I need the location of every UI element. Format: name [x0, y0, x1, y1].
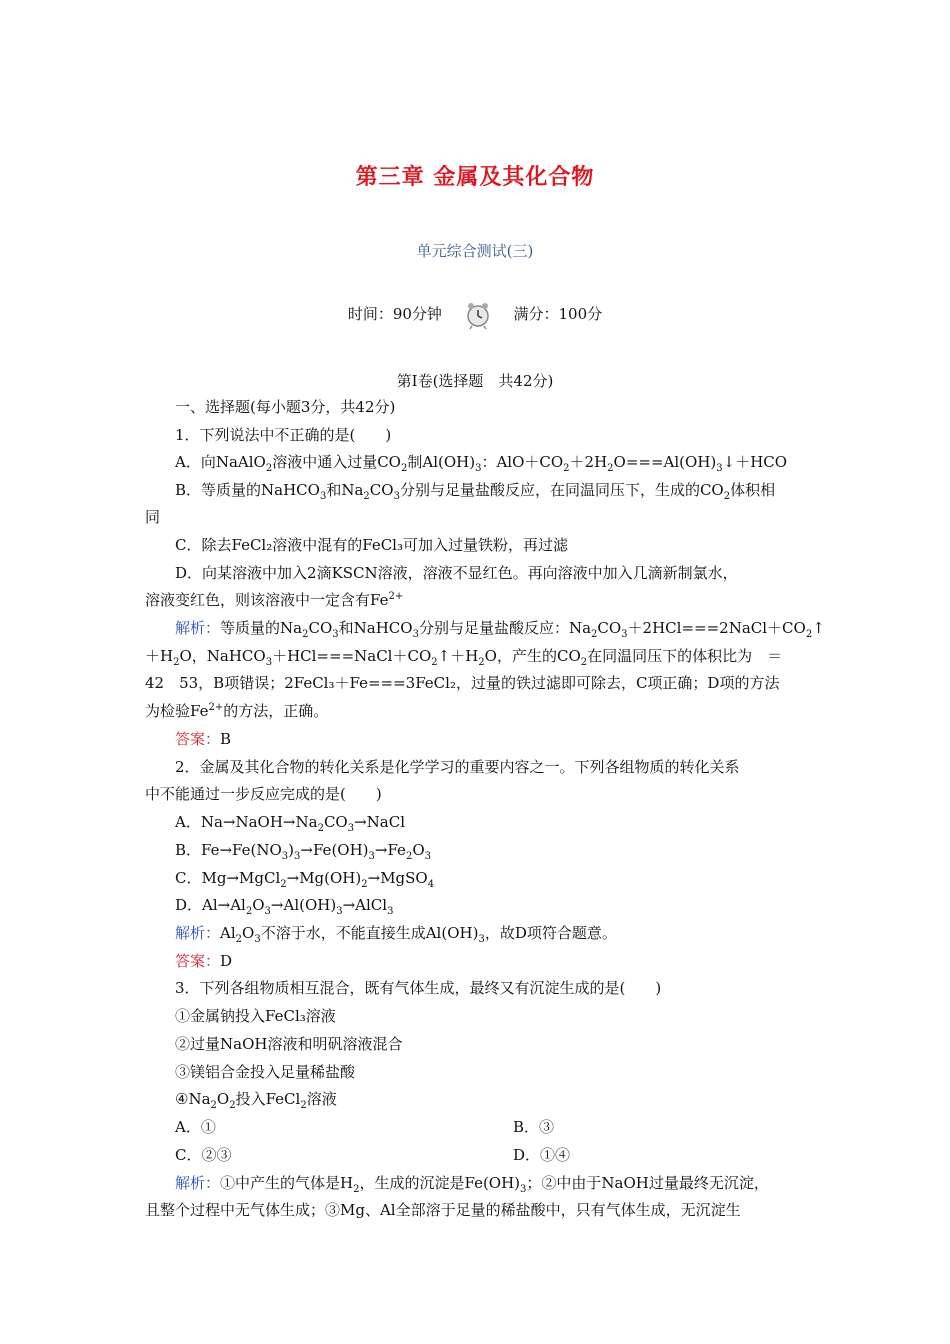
q3-option-a: A．① — [175, 1118, 216, 1136]
q3-option-d: D．①④ — [513, 1146, 571, 1164]
q2-answer — [175, 950, 232, 971]
answer-label: 答案： — [175, 952, 221, 970]
analysis-label: 解析： — [175, 1174, 221, 1192]
answer-label: 答案： — [175, 730, 221, 748]
q1-option-c: C．除去FeCl₂溶液中混有的FeCl₃可加入过量铁粉，再过滤 — [175, 536, 568, 554]
q2-stem: 2．金属及其化合物的转化关系是化学学习的重要内容之一。下列各组物质的转化关系 — [175, 758, 740, 776]
time-limit: 时间：90分钟 — [347, 305, 442, 323]
q2-option-c: C．$Mg\to MgCl_2\to Mg(OH)_2\to MgSO_4$ — [175, 869, 435, 890]
q3-item-4: $④Na_2O_2$投入FeCl$_2$溶液 — [175, 1090, 337, 1111]
q1-answer — [175, 728, 231, 749]
q3-option-b: B．③ — [513, 1118, 555, 1136]
test-subtitle: 单元综合测试(三) — [416, 242, 534, 260]
q1-analysis-3: 42 53，B项错误；2FeCl₃＋Fe===3FeCl₂，过量的铁过滤即可除去，C项正确；D项的方法 — [145, 674, 780, 692]
section-heading: 第Ⅰ卷(选择题 共42分) — [396, 372, 554, 390]
alarm-clock-icon — [463, 300, 493, 330]
q3-item-2: ②过量NaOH溶液和明矾溶液混合 — [175, 1035, 403, 1053]
analysis-label: 解析： — [175, 619, 221, 637]
q3-item-1: ①金属钠投入FeCl₃溶液 — [175, 1007, 336, 1025]
q3-options-row-1 — [175, 1116, 216, 1137]
q2-option-d: D．$Al\to Al_2O_3\to Al(OH)_3\to AlCl_3$ — [175, 896, 394, 917]
q1-option-d: D．向某溶液中加入2滴KSCN溶液，溶液不显红色。再向溶液中加入几滴新制氯水， — [175, 564, 738, 582]
q1-answer-value: B — [220, 730, 232, 748]
q3-stem: 3．下列各组物质相互混合，既有气体生成，最终又有沉淀生成的是( ) — [175, 979, 662, 997]
q3-item-3: ③镁铝合金投入足量稀盐酸 — [175, 1063, 356, 1081]
q1-option-d-cont: 溶液变红色，则该溶液中一定含有$Fe^{2+}$ — [145, 591, 404, 609]
q2-analysis: 解析：$Al_2O_3$不溶于水，不能直接生成$Al(OH)_3$，故D项符合题意。 — [175, 924, 617, 945]
time-score-line — [0, 300, 950, 330]
q1-analysis-2: $+H_2O$，$NaHCO_3+HCl===NaCl+CO_2↑+H_2O$，产生的$CO_2$在同温同压下的体积比为 ＝ — [145, 647, 783, 668]
q1-option-b-cont: 同 — [145, 508, 161, 526]
q3-option-c: C．②③ — [175, 1146, 232, 1164]
q2-option-b: B．$Fe\to Fe(NO_3)_3\to Fe(OH)_3\to Fe_2O_3$ — [175, 841, 432, 862]
q1-analysis: 解析：等质量的$Na_2CO_3$和NaHCO$_3$分别与足量盐酸反应：$Na_2CO_3+2HCl===2NaCl+CO_2↑$ — [175, 619, 825, 640]
q2-answer-value: D — [220, 952, 233, 970]
full-score: 满分：100分 — [513, 305, 603, 323]
q1-analysis-4: 为检验$Fe^{2+}$的方法，正确。 — [145, 702, 329, 720]
q3-analysis-2: 且整个过程中无气体生成；③Mg、Al全部溶于足量的稀盐酸中，只有气体生成，无沉淀生 — [145, 1201, 741, 1219]
q1-option-b: B．等质量的NaHCO$_3$和$Na_2CO_3$分别与足量盐酸反应，在同温同压下，生成的$CO_2$体积相 — [175, 481, 776, 502]
q2-stem-cont: 中不能通过一步反应完成的是( ) — [145, 785, 382, 803]
q3-options-row-2 — [175, 1144, 231, 1165]
q1-stem: 1．下列说法中不正确的是( ) — [175, 426, 392, 444]
q3-analysis: 解析：①中产生的气体是$H_2$，生成的沉淀是$Fe(OH)_3$；②中由于NaOH过量最终无沉淀， — [175, 1174, 769, 1195]
analysis-label: 解析： — [175, 924, 221, 942]
chapter-title: 第三章 金属及其化合物 — [355, 164, 595, 190]
part-heading: 一、选择题(每小题3分，共42分) — [175, 398, 396, 416]
q2-option-a: A．$Na\to NaOH\to Na_2CO_3\to NaCl$ — [175, 813, 406, 834]
q1-option-a: A．向NaAlO$_2$溶液中通入过量$CO_2$制$Al(OH)_3$：$AlO+CO_2+2H_2O===Al(OH)_3↓+HCO$ — [175, 453, 788, 474]
